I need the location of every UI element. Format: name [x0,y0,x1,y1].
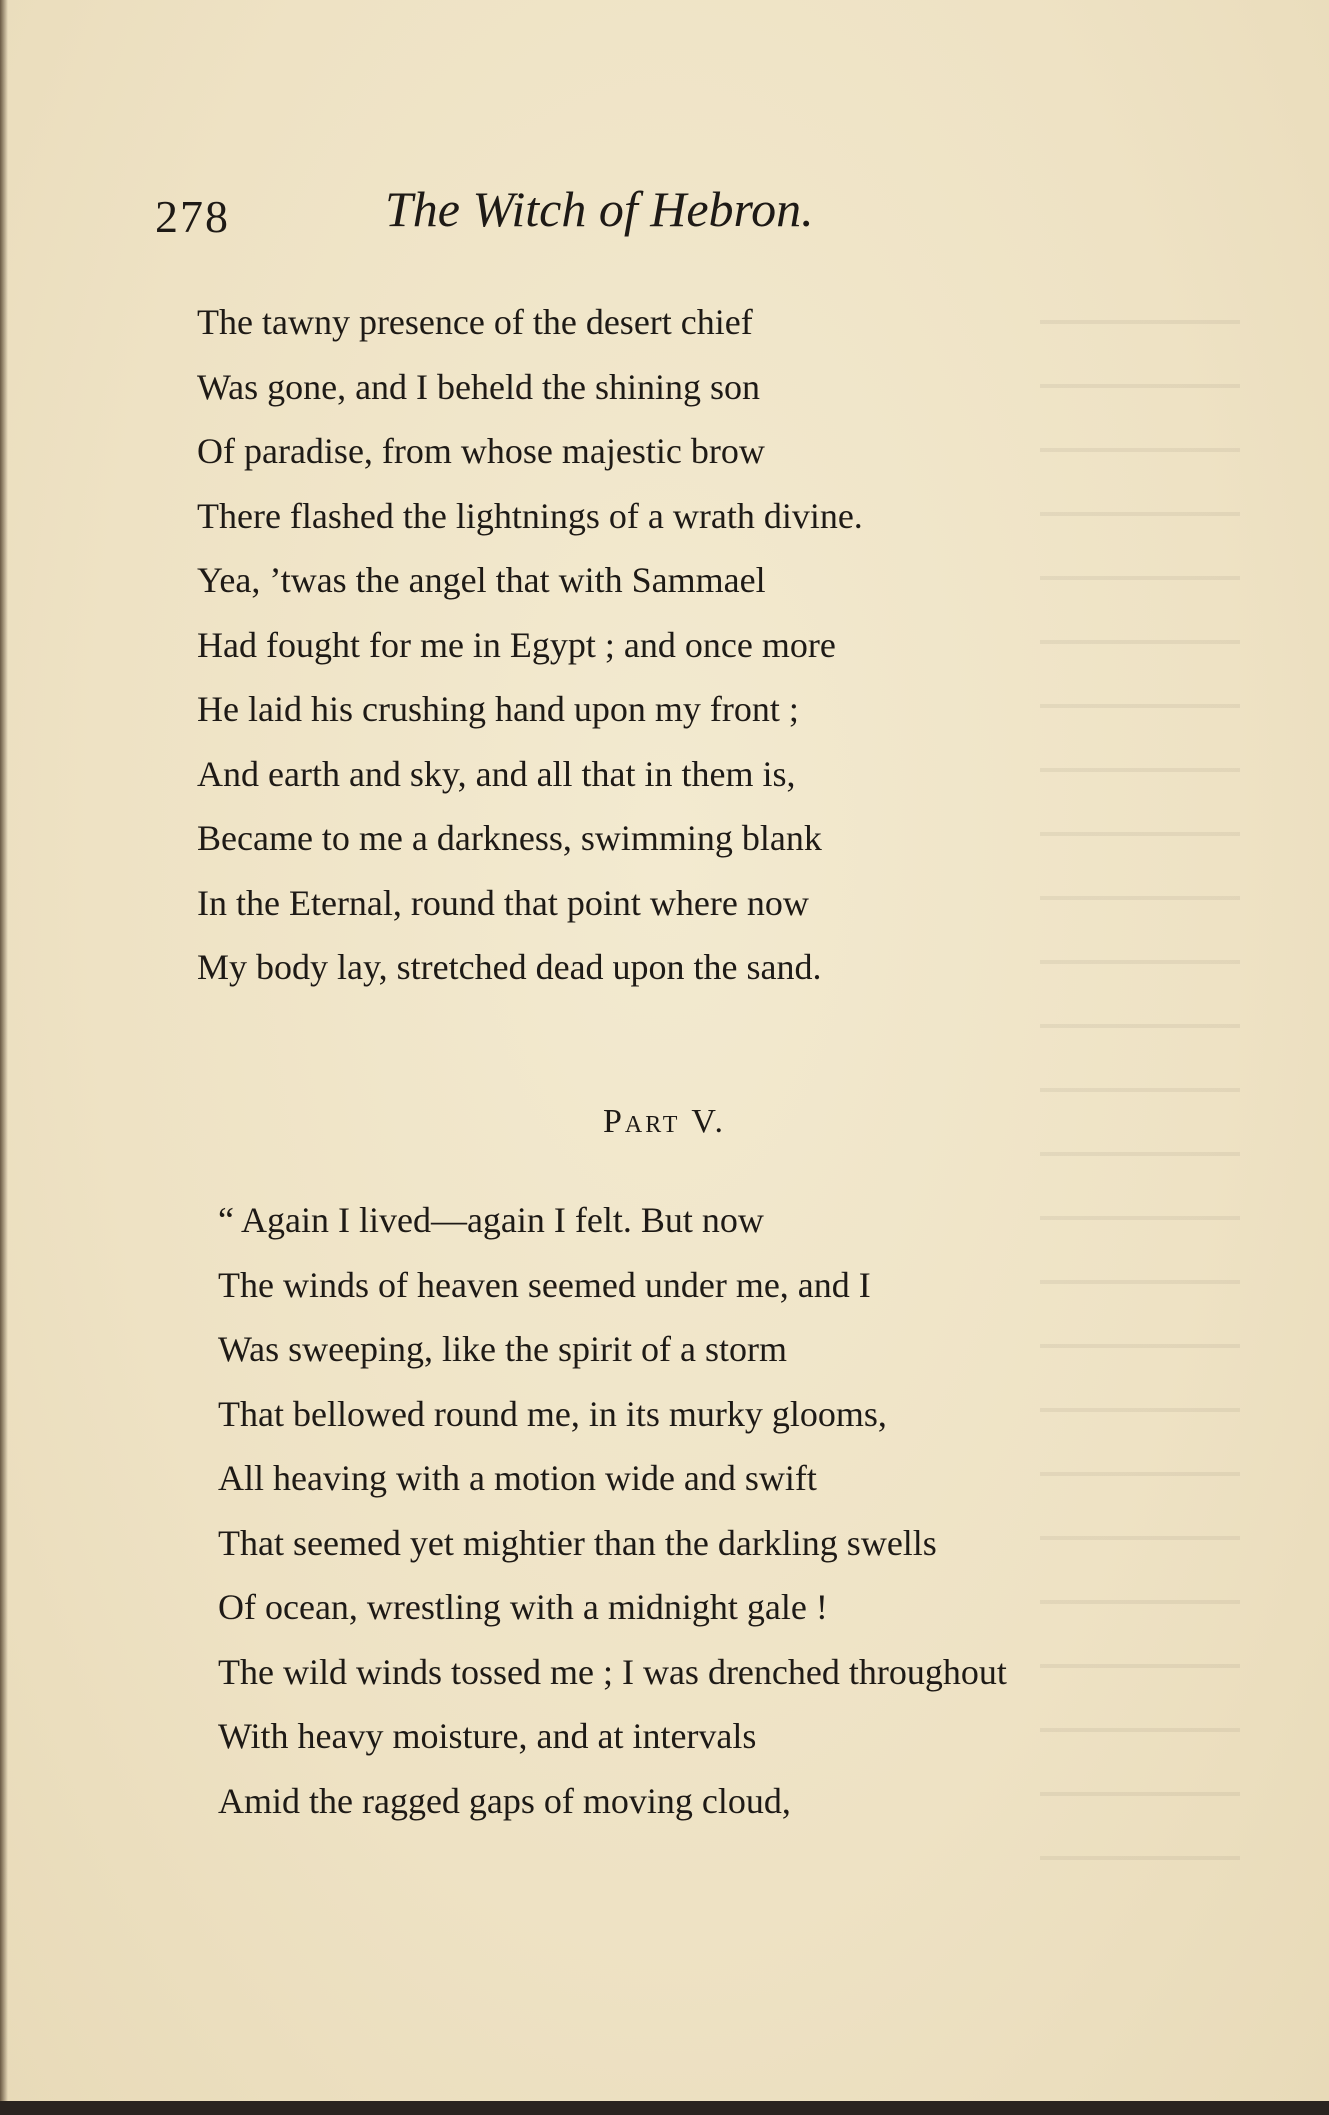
verse-line: Of ocean, wrestling with a midnight gale ! [218,1587,828,1627]
running-title: The Witch of Hebron. [385,181,814,237]
verse-line: He laid his crushing hand upon my front ; [197,689,799,729]
page-number: 278 [155,191,230,242]
verse-line: Amid the ragged gaps of moving cloud, [218,1780,791,1821]
verse-line: Of paradise, from whose majestic brow [197,431,765,471]
verse-line: Was sweeping, like the spirit of a storm [218,1329,787,1369]
verse-line: In the Eternal, round that point where now [197,882,809,923]
part-heading: Part V. [602,1103,727,1140]
verse-line: That bellowed round me, in its murky glooms, [218,1393,887,1434]
verse-line: Yea, ’twas the angel that with Sammael [197,560,766,600]
page-bottom-edge [0,2101,1329,2115]
verse-line: With heavy moisture, and at intervals [218,1716,757,1756]
verse-line: There flashed the lightnings of a wrath divine. [197,495,863,536]
verse-line: Had fought for me in Egypt ; and once more [197,624,836,665]
verse-line: That seemed yet mightier than the darkling swells [218,1522,937,1563]
stanza-part-v [218,1188,1278,1833]
verse-line: Became to me a darkness, swimming blank [197,818,822,858]
verse-line: All heaving with a motion wide and swift [218,1458,817,1498]
stanza-part-iv-ending [197,290,1117,1000]
running-head [155,180,955,250]
verse-line: And earth and sky, and all that in them is, [197,753,796,794]
verse-line: The winds of heaven seemed under me, and I [218,1264,871,1305]
verse-line: The tawny presence of the desert chief [197,302,753,342]
verse-line: Was gone, and I beheld the shining son [197,366,760,407]
verse-line: The wild winds tossed me ; I was drenched throughout [218,1651,1007,1692]
verse-line: “ Again I lived—again I felt. But now [218,1200,764,1240]
binding-shadow [0,0,8,2115]
verse-line: My body lay, stretched dead upon the sand. [197,947,822,987]
